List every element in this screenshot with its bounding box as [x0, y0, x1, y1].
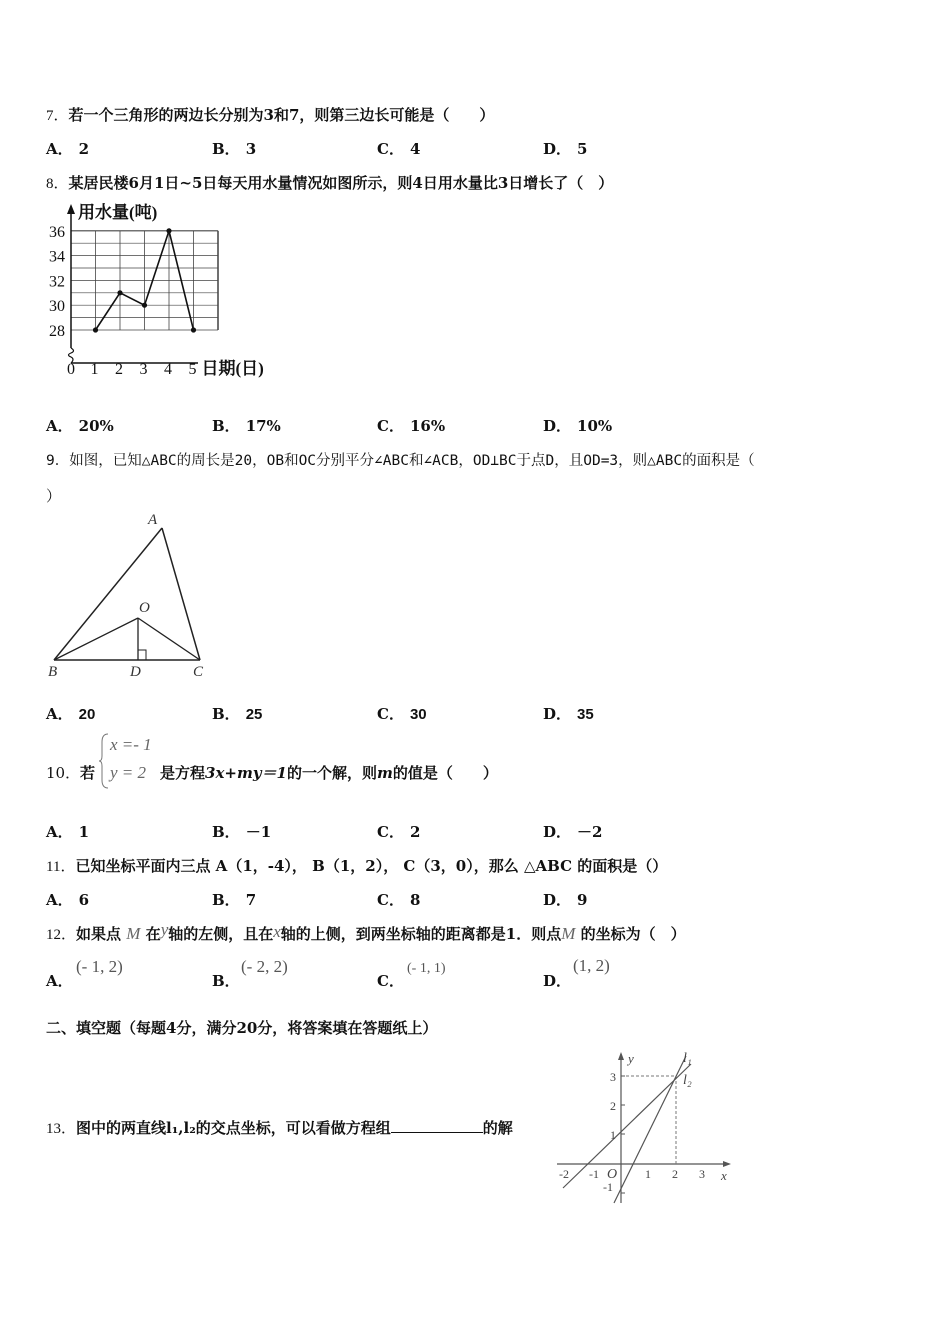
option-value: 4: [409, 140, 421, 158]
option-value: 8: [409, 891, 421, 909]
q9-option-c[interactable]: [377, 703, 427, 724]
option-label: A．: [46, 891, 73, 909]
option-label: C．: [377, 891, 404, 909]
system-line-1: x =- 1: [110, 735, 152, 754]
q10-rest: [160, 762, 498, 783]
q13-text-after: 的解: [482, 1119, 513, 1137]
data-point: [191, 327, 196, 332]
q8-text: 某居民楼6月1日~5日每天用水量情况如图所示，则4日用水量比3日增长了（ ）: [68, 174, 614, 192]
two-lines-graph: [553, 1048, 743, 1208]
q12-part4: 轴的上侧，到两坐标轴的距离都是1．则点: [280, 925, 562, 943]
option-label: C．: [377, 705, 404, 723]
system-brace: [99, 732, 109, 790]
q7-text: 若一个三角形的两边长分别为3和7，则第三边长可能是（ ）: [68, 106, 495, 124]
q12-option-b-label[interactable]: B．: [212, 972, 240, 990]
q9-option-a[interactable]: [46, 703, 95, 724]
q13-text-before: 图中的两直线l₁,l₂的交点坐标，可以看做方程组: [76, 1119, 391, 1137]
option-value: －1: [245, 823, 272, 841]
origin-label: O: [607, 1167, 618, 1182]
q11-option-b[interactable]: [212, 889, 256, 910]
option-value: 17%: [245, 417, 281, 435]
chart-y-axis-arrow: [67, 204, 75, 214]
q8-option-b[interactable]: [212, 415, 281, 436]
x-tick-label: 1: [90, 361, 99, 378]
option-value: 2: [409, 823, 421, 841]
q7-option-d[interactable]: [543, 138, 587, 159]
q10-suffix2: 的值是（ ）: [392, 764, 498, 782]
q7-option-a[interactable]: [46, 138, 89, 159]
option-label: C．: [377, 417, 404, 435]
x-axis-label: x: [721, 1168, 727, 1183]
q12-number: 12．: [46, 927, 77, 943]
q12-var-x: x: [273, 922, 281, 941]
q8-stem: [46, 172, 613, 193]
label-a: A: [148, 512, 158, 528]
graph-y-arrow: [618, 1052, 624, 1060]
label-d: D: [130, 664, 141, 680]
option-label: D．: [543, 140, 572, 158]
q12-option-d-value[interactable]: (1, 2): [573, 956, 610, 975]
option-value: 25: [245, 706, 263, 723]
x-tick-neg1: -1: [589, 1167, 599, 1181]
label-c: C: [193, 664, 204, 680]
q9-stem: [46, 449, 755, 470]
q9-text: 如图，已知△ABC的周长是20，OB和OC分别平分∠ABC和∠ACB，OD⊥BC于点D，且OD=3，则△ABC的面积是（: [69, 453, 755, 469]
label-o: O: [139, 600, 150, 616]
option-label: B．: [212, 417, 240, 435]
y-axis-label: y: [628, 1051, 634, 1066]
q7-option-c[interactable]: [377, 138, 420, 159]
option-label: B．: [212, 823, 240, 841]
y-tick-label: 34: [49, 248, 65, 266]
y-label-1: 1: [610, 1128, 616, 1142]
option-label: A．: [46, 823, 73, 841]
q13-number: 13．: [46, 1121, 77, 1137]
triangle-figure: [40, 510, 215, 682]
option-label: A．: [46, 140, 73, 158]
q11-number: 11．: [46, 859, 76, 875]
label-b: B: [48, 664, 58, 680]
option-value: 10%: [577, 417, 613, 435]
option-value: 1: [78, 823, 90, 841]
side-ac: [162, 528, 200, 660]
graph-x-arrow: [723, 1161, 731, 1167]
x-tick-2: 2: [672, 1167, 678, 1181]
q10-var-m: m: [377, 764, 393, 782]
option-value: 30: [409, 706, 427, 723]
y-label-3: 3: [610, 1070, 616, 1084]
chart-ylabel: 用水量(吨): [78, 203, 158, 222]
x-tick-1: 1: [645, 1167, 651, 1181]
q7-option-b[interactable]: [212, 138, 256, 159]
option-label: B．: [212, 891, 240, 909]
q10-prefix: 若: [80, 764, 96, 782]
option-value: 2: [78, 140, 90, 158]
q11-option-c[interactable]: [377, 889, 420, 910]
option-label: D．: [543, 823, 572, 841]
q8-option-c[interactable]: [377, 415, 445, 436]
water-usage-chart: [40, 198, 290, 388]
q10-number: 10．: [46, 764, 81, 782]
q11-option-a[interactable]: [46, 889, 89, 910]
x-tick-label: 5: [188, 361, 197, 378]
option-label: D．: [543, 705, 572, 723]
option-label: B．: [212, 140, 240, 158]
q9-stem-cont: ）: [46, 487, 62, 505]
option-label: D．: [543, 891, 572, 909]
q12-part2: 在: [145, 925, 161, 943]
q12-part5: 的坐标为（ ）: [580, 925, 686, 943]
option-value: 35: [577, 706, 594, 723]
y-tick-label: 32: [49, 273, 65, 291]
x-tick-3: 3: [699, 1167, 705, 1181]
q11-text: 已知坐标平面内三点 A（1，-4）， B（1，2）， C（3，0），那么 △ABC 的面积是（）: [75, 857, 668, 875]
q12-part3: 轴的左侧，且在: [168, 925, 274, 943]
q7-stem: [46, 104, 494, 125]
q12-stem: [46, 920, 686, 944]
data-point: [166, 228, 171, 233]
option-label: A．: [46, 705, 73, 723]
option-value: 16%: [409, 417, 446, 435]
q12-option-b-value[interactable]: (- 2, 2): [241, 957, 288, 976]
q10-equation: 3x+my＝1: [205, 764, 287, 782]
side-ab: [54, 528, 162, 660]
data-point: [117, 290, 122, 295]
q8-option-a[interactable]: [46, 415, 114, 436]
option-label: A．: [46, 417, 73, 435]
option-value: 5: [577, 140, 588, 158]
y-label-2: 2: [610, 1099, 616, 1113]
q10-option-d[interactable]: [543, 821, 602, 842]
right-angle-mark: [138, 650, 146, 660]
q12-option-a-value[interactable]: (- 1, 2): [76, 957, 123, 976]
q10-option-b[interactable]: [212, 821, 271, 842]
q9-option-d[interactable]: [543, 703, 594, 724]
q10-suffix1: 的一个解，则: [287, 764, 378, 782]
option-value: 6: [78, 891, 90, 909]
chart-xlabel-suffix: 日期(日): [201, 359, 264, 378]
q9-option-b[interactable]: [212, 703, 262, 724]
data-point: [93, 327, 98, 332]
chart-grid: [71, 231, 218, 330]
q9-number: 9．: [46, 453, 70, 469]
x-tick-label: 4: [164, 361, 172, 378]
y-tick-label: 36: [49, 223, 65, 241]
system-line-2: y = 2: [110, 763, 147, 782]
option-label: B．: [212, 705, 240, 723]
label-l2: l₂: [683, 1073, 692, 1088]
x-tick-neg2: -2: [559, 1167, 569, 1181]
q11-stem: [46, 855, 667, 876]
q12-option-c-label[interactable]: C．: [377, 972, 404, 990]
option-value: －2: [577, 823, 603, 841]
q8-option-d[interactable]: [543, 415, 612, 436]
option-value: 9: [577, 891, 588, 909]
q12-option-c-value[interactable]: (- 1, 1): [407, 961, 446, 976]
option-value: 20: [78, 706, 96, 723]
q11-option-d[interactable]: [543, 889, 587, 910]
section-2-title: 二、填空题（每题4分，满分20分，将答案填在答题纸上）: [46, 1019, 438, 1037]
answer-blank[interactable]: [391, 1118, 483, 1133]
q12-var-m2: M: [561, 924, 576, 943]
q12-var-m: M: [126, 924, 141, 943]
option-value: 20%: [78, 417, 114, 435]
x-tick-label: 3: [139, 361, 148, 378]
option-label: C．: [377, 140, 404, 158]
q12-var-y: y: [160, 920, 169, 939]
q12-option-a-label[interactable]: A．: [46, 972, 73, 990]
data-point: [142, 303, 147, 308]
q8-number: 8．: [46, 176, 69, 192]
label-l1: l₁: [683, 1051, 692, 1066]
option-label: C．: [377, 823, 404, 841]
q13-stem: [46, 1117, 513, 1138]
y-tick-label: 30: [49, 298, 65, 316]
segment-ob: [54, 618, 138, 660]
q10-option-a[interactable]: [46, 821, 89, 842]
q12-option-d-label[interactable]: D．: [543, 972, 572, 990]
option-value: 3: [245, 140, 257, 158]
q12-part1: 如果点: [76, 925, 122, 943]
q10-option-c[interactable]: [377, 821, 420, 842]
option-value: 7: [245, 891, 257, 909]
segment-oc: [138, 618, 200, 660]
option-label: D．: [543, 417, 572, 435]
x-tick-label: 2: [115, 361, 123, 378]
y-label-neg1: -1: [603, 1180, 613, 1194]
q7-number: 7．: [46, 108, 69, 124]
x-tick-label: 0: [67, 361, 75, 378]
q10-middle: 是方程: [160, 764, 206, 782]
y-tick-label: 28: [49, 323, 65, 340]
